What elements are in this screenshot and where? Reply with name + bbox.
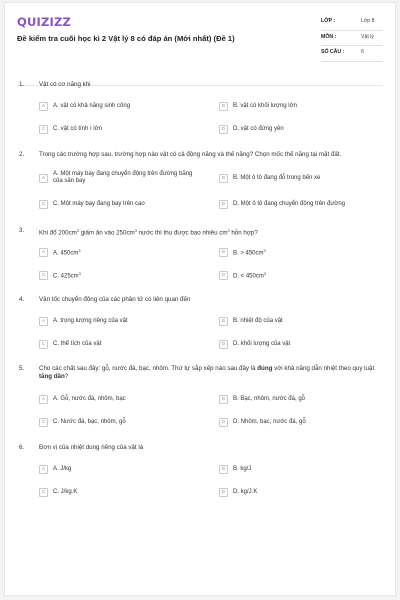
option-text: B. kg/J: [233, 465, 252, 472]
option-c[interactable]: [39, 268, 209, 283]
option-letter: C: [39, 125, 48, 134]
option-text: A. vật có khả năng sinh công: [53, 102, 131, 109]
option-letter: C: [39, 271, 48, 280]
option-letter: C: [39, 488, 48, 497]
option-b[interactable]: [219, 171, 389, 186]
option-text: A. Gỗ, nước đá, nhôm, bạc: [53, 395, 126, 402]
option-d[interactable]: [219, 415, 389, 430]
question-number: 4.: [19, 296, 25, 303]
meta-row-class: [321, 15, 383, 31]
option-text: C. vật có tính ì lớn: [53, 125, 102, 132]
question-4: [17, 296, 383, 358]
option-b[interactable]: [219, 392, 389, 407]
option-text: C. $425cm^3$: [53, 271, 81, 280]
option-letter: D: [219, 488, 228, 497]
option-letter: C: [39, 200, 48, 209]
option-text: D. kg/J.K: [233, 488, 258, 495]
option-a[interactable]: [39, 99, 209, 114]
option-text: B. nhiệt độ của vật: [233, 317, 283, 324]
option-letter: D: [219, 200, 228, 209]
option-b[interactable]: [219, 462, 389, 477]
option-a[interactable]: [39, 314, 209, 329]
option-c[interactable]: [39, 122, 209, 137]
option-letter: D: [219, 340, 228, 349]
option-b[interactable]: [219, 99, 389, 114]
meta-row-subject: [321, 31, 383, 47]
option-a[interactable]: [39, 392, 209, 407]
option-letter: B: [219, 465, 228, 474]
option-letter: D: [219, 271, 228, 280]
meta-key: MÔN :: [321, 33, 337, 40]
option-d[interactable]: [219, 268, 389, 283]
question-5: [17, 365, 383, 435]
worksheet-title: Đề kiểm tra cuối học kì 2 Vật lý 8 có đáp án (Mới nhất) (Đề 1): [17, 34, 235, 43]
option-a[interactable]: [39, 245, 209, 260]
question-number: 6.: [19, 444, 25, 451]
option-letter: C: [39, 418, 48, 427]
option-text: D. vật có đứng yên: [233, 125, 284, 132]
question-2: [17, 151, 383, 217]
option-b[interactable]: [219, 245, 389, 260]
option-c[interactable]: [39, 415, 209, 430]
question-text: Đơn vị của nhiệt dung riêng của vật là: [39, 444, 144, 451]
option-letter: A: [39, 174, 48, 183]
question-number: 1.: [19, 81, 25, 88]
option-letter: A: [39, 395, 48, 404]
meta-key: SỐ CÂU :: [321, 49, 345, 55]
option-letter: B: [219, 174, 228, 183]
option-text: C. Nước đá, bạc, nhôm, gỗ: [53, 418, 126, 425]
option-text: D. Một ô tô đang chuyển động trên đường: [233, 200, 346, 207]
option-letter: B: [219, 102, 228, 111]
meta-key: LỚP :: [321, 18, 336, 24]
question-text: Khi đổ $200cm^3$ giấm ăn vào $250cm^3$ nước thì thu được bao nhiêu $cm^3$ hỗn hợp?: [39, 229, 258, 237]
worksheet-meta: [321, 15, 383, 62]
option-letter: B: [219, 395, 228, 404]
question-number: 3.: [19, 227, 25, 234]
option-letter: D: [219, 125, 228, 134]
option-text: B. > $450cm^3$: [233, 248, 266, 257]
question-text: Vật có cơ năng khi: [39, 81, 91, 88]
option-a[interactable]: [39, 462, 209, 477]
option-letter: B: [219, 248, 228, 257]
option-text: C. J/kg.K: [53, 488, 78, 495]
option-letter: A: [39, 102, 48, 111]
question-6: [17, 444, 383, 506]
option-text: D. khối lượng của vật: [233, 340, 291, 347]
option-text: A. Một máy bay đang chuyển động trên đường băng của sân bay: [53, 170, 193, 184]
question-text: Trong các trường hợp sau, trường hợp nào vật có cả động năng và thế năng? Chọn mốc thế năng tại mặt đất.: [39, 151, 342, 158]
option-text: A. J/kg: [53, 465, 72, 472]
option-text: C. Một máy bay đang bay trên cao: [53, 200, 145, 207]
worksheet-page: [4, 2, 396, 596]
option-d[interactable]: [219, 485, 389, 500]
option-letter: A: [39, 317, 48, 326]
option-d[interactable]: [219, 197, 389, 212]
option-letter: C: [39, 340, 48, 349]
quizizz-logo: QUIZIZZ: [17, 15, 72, 29]
option-c[interactable]: [39, 485, 209, 500]
meta-row-count: [321, 46, 383, 62]
option-b[interactable]: [219, 314, 389, 329]
meta-value: Vật lý: [361, 33, 374, 40]
option-letter: A: [39, 465, 48, 474]
meta-value: Lớp 8: [361, 18, 375, 24]
option-a[interactable]: [39, 167, 209, 189]
option-d[interactable]: [219, 337, 389, 352]
question-1: [17, 81, 383, 141]
option-text: D. Nhôm, bạc, nước đá, gỗ: [233, 418, 306, 425]
question-number: 5.: [19, 365, 25, 372]
option-c[interactable]: [39, 197, 209, 212]
question-text: Vận tốc chuyển động của các phân tử có liên quan đến: [39, 296, 191, 303]
option-text: A. $450cm^3$: [53, 248, 81, 257]
option-text: B. vật có khối lượng lớn: [233, 102, 297, 109]
option-c[interactable]: [39, 337, 209, 352]
option-text: A. trọng lượng riêng của vật: [53, 317, 128, 324]
question-3: [17, 227, 383, 289]
option-text: B. Bạc, nhôm, nước đá, gỗ: [233, 395, 305, 402]
option-letter: A: [39, 248, 48, 257]
option-text: C. thể tích của vật: [53, 340, 102, 347]
option-letter: D: [219, 418, 228, 427]
question-text: Cho các chất sau đây: gỗ, nước đá, bạc, nhôm. Thứ tự sắp xếp nào sau đây là đúng với khả năng dẫn nhiệt theo quy luật tăng dần?: [39, 365, 375, 381]
option-text: B. Một ô tô đang đỗ trong bến xe: [233, 174, 321, 181]
option-letter: B: [219, 317, 228, 326]
option-d[interactable]: [219, 122, 389, 137]
option-text: D. < $450cm^3$: [233, 271, 266, 280]
worksheet-header: [17, 15, 383, 65]
question-number: 2.: [19, 151, 25, 158]
meta-value: 6: [361, 49, 364, 55]
